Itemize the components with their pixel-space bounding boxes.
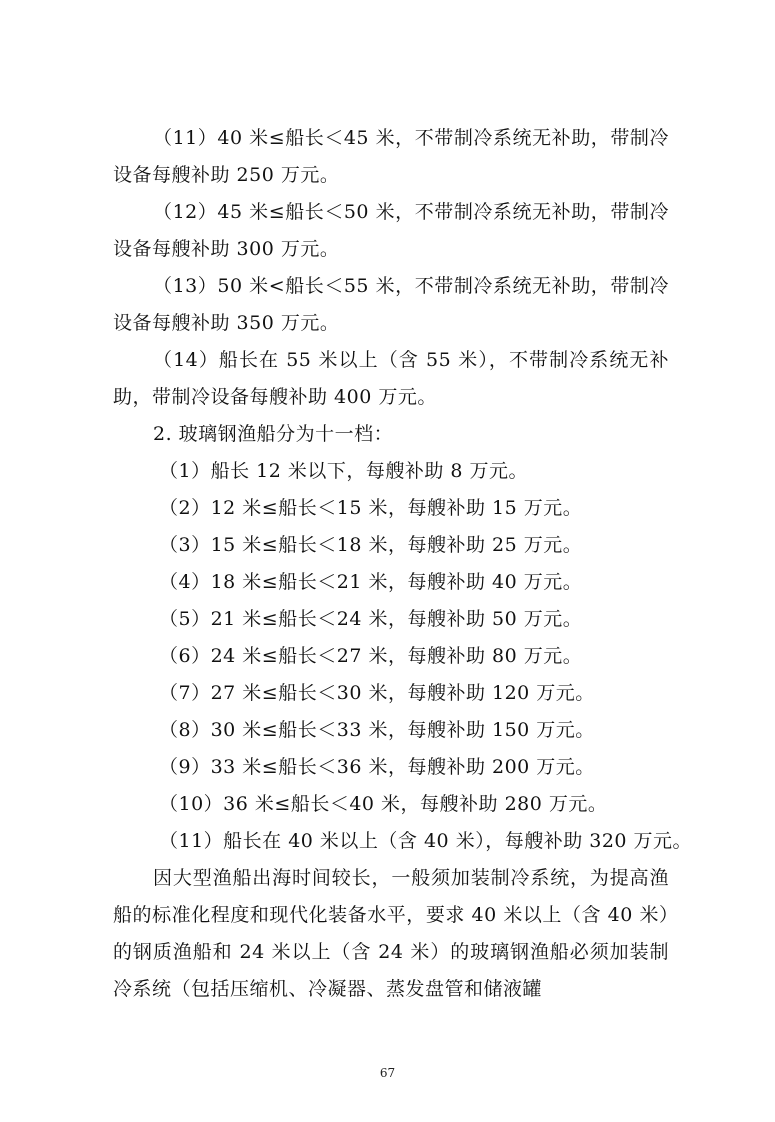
- list-item: （5）21 米≤船长＜24 米，每艘补助 50 万元。: [159, 608, 583, 630]
- list-item: （9）33 米≤船长＜36 米，每艘补助 200 万元。: [159, 756, 595, 778]
- list-item: （2）12 米≤船长＜15 米，每艘补助 15 万元。: [159, 497, 583, 519]
- list-item: （1）船长 12 米以下，每艘补助 8 万元。: [159, 460, 529, 482]
- list-item: （4）18 米≤船长＜21 米，每艘补助 40 万元。: [159, 571, 583, 593]
- document-body: [113, 120, 693, 1008]
- list-item: （10）36 米≤船长＜40 米，每艘补助 280 万元。: [159, 793, 608, 815]
- list-item: （8）30 米≤船长＜33 米，每艘补助 150 万元。: [159, 719, 595, 741]
- paragraph-steel-tier-12: （12）45 米≤船长＜50 米，不带制冷系统无补助，带制冷设备每艘补助 300 万元。: [113, 201, 669, 260]
- list-item: （6）24 米≤船长＜27 米，每艘补助 80 万元。: [159, 645, 583, 667]
- paragraph-steel-tier-11: （11）40 米≤船长＜45 米，不带制冷系统无补助，带制冷设备每艘补助 250 万元。: [113, 127, 669, 186]
- list-item: （3）15 米≤船长＜18 米，每艘补助 25 万元。: [159, 534, 583, 556]
- section-heading-fiberglass: 2. 玻璃钢渔船分为十一档：: [153, 423, 394, 445]
- paragraph-steel-tier-14: （14）船长在 55 米以上（含 55 米），不带制冷系统无补助，带制冷设备每艘补助 400 万元。: [113, 349, 669, 408]
- page-number: 67: [379, 1066, 396, 1080]
- closing-paragraph: 因大型渔船出海时间较长，一般须加装制冷系统，为提高渔船的标准化程度和现代化装备水平，要求 40 米以上（含 40 米）的钢质渔船和 24 米以上（含 24 米）的玻璃钢渔船必须加装制冷系统（包括压缩机、冷凝器、蒸发盘管和储液罐: [113, 867, 669, 1000]
- paragraph-steel-tier-13: （13）50 米<船长＜55 米，不带制冷系统无补助，带制冷设备每艘补助 350 万元。: [113, 275, 669, 334]
- list-item: （11）船长在 40 米以上（含 40 米），每艘补助 320 万元。: [159, 830, 693, 852]
- list-item: （7）27 米≤船长＜30 米，每艘补助 120 万元。: [159, 682, 595, 704]
